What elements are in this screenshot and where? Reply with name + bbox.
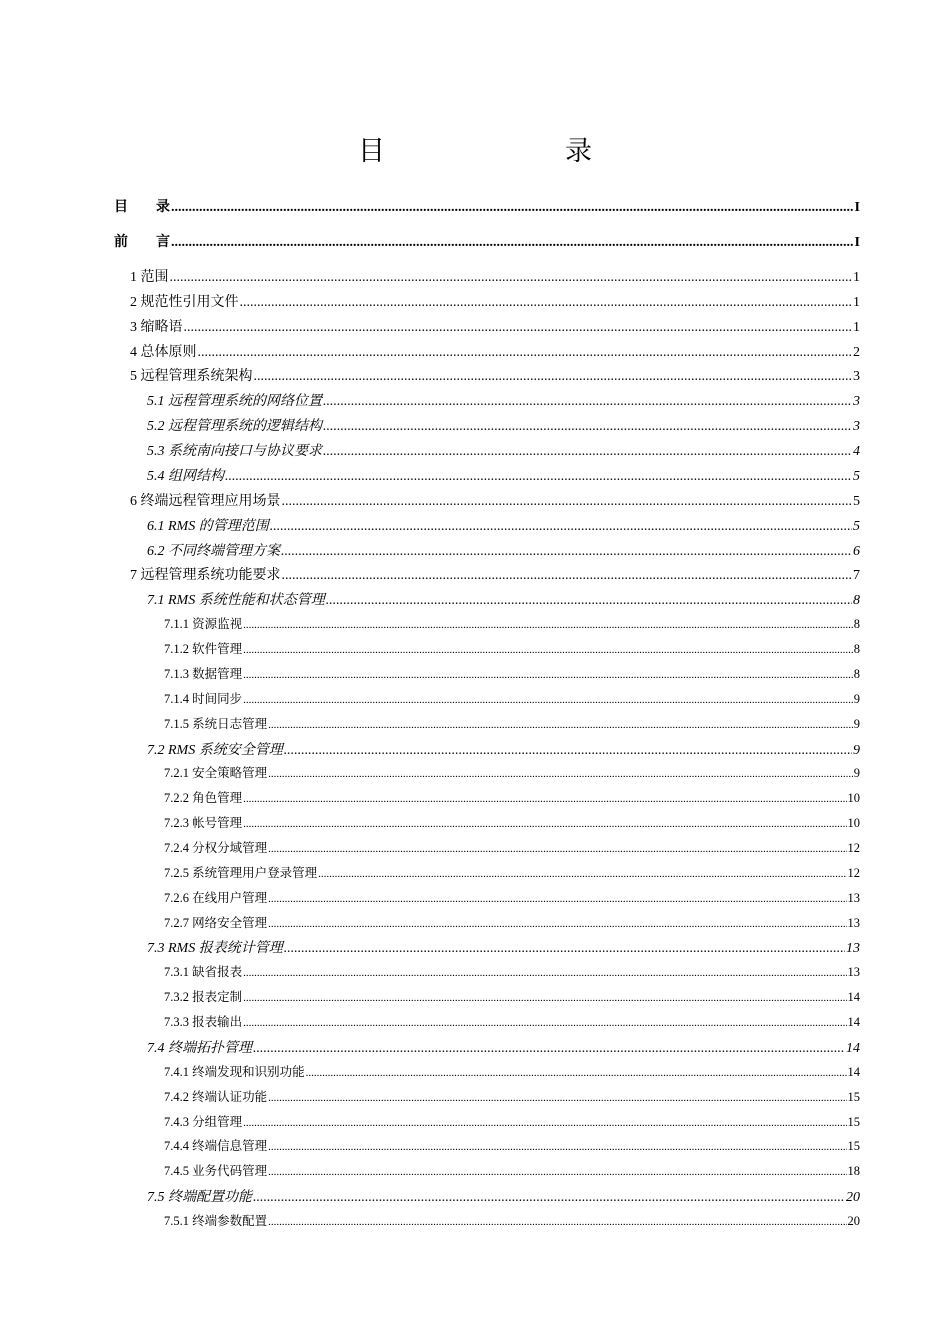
toc-entry-title: 6.1 RMS 的管理范围 (147, 518, 269, 534)
toc-entry[interactable] (147, 390, 860, 410)
toc-dot-leader (323, 419, 852, 435)
toc-entry-title: 3 缩略语 (130, 319, 183, 335)
toc-entry-title: 7.2.6 在线用户管理 (164, 890, 268, 905)
toc-entry-title: 7.3 RMS 报表统计管理 (147, 941, 283, 957)
toc-dot-leader (282, 494, 853, 510)
toc-entry-title: 1 范围 (130, 270, 169, 285)
toc-entry-title: 7.1.1 资源监视 (164, 617, 243, 632)
toc-entry[interactable] (164, 1211, 860, 1229)
toc-dot-leader (326, 593, 852, 609)
toc-entry[interactable] (164, 714, 860, 732)
toc-entry-title: 5.3 系统南向接口与协议要求 (147, 444, 322, 460)
toc-dot-leader (243, 667, 853, 682)
toc-dot-leader (184, 320, 853, 336)
toc-entry-title: 7.5 终端配置功能 (147, 1190, 252, 1206)
toc-dot-leader (282, 568, 853, 584)
toc-dot-leader (268, 1139, 846, 1154)
toc-entry-title: 7.4.1 终端发现和识别功能 (164, 1064, 305, 1079)
toc-entry-title: 6.2 不同终端管理方案 (147, 543, 280, 559)
toc-page-number: 13 (847, 890, 860, 905)
toc-dot-leader (171, 235, 854, 251)
toc-page-number: 13 (846, 941, 860, 957)
toc-page-number: 13 (847, 915, 860, 930)
toc-dot-leader (225, 469, 852, 485)
toc-dot-leader (306, 1065, 847, 1080)
toc-dot-leader (284, 743, 852, 759)
toc-page-number: 7 (853, 568, 860, 584)
toc-entry[interactable] (164, 1161, 860, 1179)
toc-entry[interactable] (164, 1112, 860, 1130)
toc-entry[interactable] (164, 1087, 860, 1105)
page-title: 目 录 (358, 136, 634, 166)
toc-entry-title: 前 言 (114, 235, 170, 250)
toc-entry[interactable] (130, 316, 860, 336)
toc-entry[interactable] (164, 863, 860, 881)
toc-dot-leader (243, 617, 853, 632)
toc-page-number: 8 (853, 593, 860, 609)
toc-entry-title: 2 规范性引用文件 (130, 294, 239, 310)
toc-page-number: 14 (847, 990, 860, 1005)
toc-entry[interactable] (164, 1136, 860, 1154)
toc-dot-leader (243, 965, 846, 980)
toc-entry-title: 4 总体原则 (130, 344, 197, 360)
toc-entry-title: 7.2.3 帐号管理 (164, 816, 243, 831)
toc-entry[interactable] (147, 465, 860, 485)
toc-entry[interactable] (130, 365, 860, 385)
toc-dot-leader (243, 692, 853, 707)
toc-page-number: 2 (853, 344, 860, 360)
toc-dot-leader (268, 916, 846, 931)
toc-entry-title: 7.3.2 报表定制 (164, 990, 243, 1005)
toc-page-number: 4 (853, 444, 860, 460)
toc-page-number: 14 (847, 1064, 860, 1079)
toc-entry[interactable] (164, 788, 860, 806)
toc-entry[interactable] (164, 838, 860, 856)
toc-entry-title: 目 录 (114, 200, 170, 215)
toc-entry[interactable] (130, 291, 860, 311)
toc-entry-title: 7.1.4 时间同步 (164, 691, 243, 706)
toc-dot-leader (243, 1115, 846, 1130)
toc-page-number: 5 (853, 468, 860, 484)
toc-entry-title: 5.4 组网结构 (147, 468, 224, 484)
toc-page-number: 9 (853, 716, 860, 731)
toc-dot-leader (243, 642, 853, 657)
toc-entry-title: 7.4.2 终端认证功能 (164, 1089, 268, 1104)
toc-entry[interactable] (147, 1186, 860, 1206)
toc-page-number: 15 (847, 1139, 860, 1154)
toc-dot-leader (243, 816, 846, 831)
toc-entry[interactable] (147, 1037, 860, 1057)
toc-entry[interactable] (164, 763, 860, 781)
toc-page-number: 9 (853, 742, 860, 758)
toc-page-number: 12 (847, 865, 860, 880)
toc-entry[interactable] (147, 415, 860, 435)
toc-entry-title: 7 远程管理系统功能要求 (130, 568, 281, 584)
toc-page-number: 8 (853, 617, 860, 632)
toc-entry[interactable] (164, 1062, 860, 1080)
toc-entry[interactable] (147, 589, 860, 609)
toc-entry[interactable] (164, 962, 860, 980)
toc-page-number: 13 (847, 965, 860, 980)
toc-entry[interactable] (114, 231, 860, 251)
toc-page-number: 18 (847, 1164, 860, 1179)
toc-page-number: 1 (853, 270, 860, 285)
toc-entry[interactable] (164, 913, 860, 931)
toc-dot-leader (243, 990, 846, 1005)
toc-page-number: 10 (847, 791, 860, 806)
toc-page-number: 1 (853, 319, 860, 335)
toc-page-number: 14 (846, 1040, 860, 1056)
toc-entry[interactable] (164, 987, 860, 1005)
toc-page-number: 6 (853, 543, 860, 559)
toc-entry-title: 7.4.5 业务代码管理 (164, 1164, 268, 1179)
toc-page-number: 12 (847, 841, 860, 855)
toc-entry-title: 7.1.5 系统日志管理 (164, 716, 268, 731)
toc-entry-title: 7.4.3 分组管理 (164, 1114, 243, 1129)
toc-dot-leader (254, 369, 853, 385)
toc-entry-title: 7.2.7 网络安全管理 (164, 915, 268, 930)
toc-page-number: 20 (847, 1214, 860, 1229)
toc-entry-title: 7.1.3 数据管理 (164, 666, 243, 681)
toc-page-number: 8 (853, 666, 860, 681)
toc-entry-title: 7.4 终端拓扑管理 (147, 1040, 252, 1056)
toc-entry-title: 7.3.3 报表输出 (164, 1015, 243, 1030)
toc-dot-leader (268, 891, 846, 906)
toc-page-number: 3 (853, 419, 860, 435)
toc-dot-leader (268, 717, 853, 732)
toc-entry-title: 7.5.1 终端参数配置 (164, 1214, 268, 1229)
toc-page-number: 3 (853, 369, 860, 385)
toc-entry[interactable] (147, 515, 860, 535)
toc-dot-leader (318, 866, 846, 881)
toc-entry-title: 5.1 远程管理系统的网络位置 (147, 394, 322, 410)
toc-entry-title: 7.2.5 系统管理用户登录管理 (164, 865, 318, 880)
toc-dot-leader (284, 941, 845, 957)
toc-page-number: 1 (853, 294, 860, 310)
toc-page-number: 5 (853, 493, 860, 509)
toc-entry-title: 7.4.4 终端信息管理 (164, 1139, 268, 1154)
toc-entry[interactable] (147, 937, 860, 957)
toc-page-number: 8 (853, 642, 860, 657)
toc-entry[interactable] (130, 564, 860, 584)
toc-entry[interactable] (130, 341, 860, 361)
toc-dot-leader (281, 544, 852, 560)
toc-entry[interactable] (147, 540, 860, 560)
toc-page-number: 14 (847, 1015, 860, 1030)
toc-entry[interactable] (130, 266, 860, 286)
toc-dot-leader (268, 1164, 846, 1179)
toc-page-number: 10 (847, 816, 860, 831)
toc-dot-leader (170, 270, 853, 286)
toc-dot-leader (323, 394, 852, 410)
toc-dot-leader (268, 841, 846, 856)
toc-entry[interactable] (147, 739, 860, 759)
toc-page-number: 9 (853, 766, 860, 781)
toc-dot-leader (240, 295, 853, 311)
toc-page-number: 20 (846, 1190, 860, 1206)
toc-entry[interactable] (164, 888, 860, 906)
toc-dot-leader (268, 766, 853, 781)
toc-dot-leader (253, 1190, 845, 1206)
toc-entry-title: 5 远程管理系统架构 (130, 369, 253, 385)
toc-dot-leader (270, 519, 852, 535)
toc-entry[interactable] (130, 490, 860, 510)
toc-entry-title: 7.2.4 分权分域管理 (164, 841, 268, 855)
toc-page-number: 9 (853, 691, 860, 706)
toc-entry-title: 7.1 RMS 系统性能和状态管理 (147, 593, 325, 609)
toc-dot-leader (268, 1090, 846, 1105)
toc-entry[interactable] (114, 196, 860, 216)
toc-entry-title: 7.2 RMS 系统安全管理 (147, 742, 283, 758)
toc-dot-leader (253, 1041, 845, 1057)
toc-entry-title: 7.2.2 角色管理 (164, 791, 243, 806)
toc-dot-leader (268, 1214, 846, 1229)
toc-entry[interactable] (164, 689, 860, 707)
toc-dot-leader (243, 1015, 846, 1030)
toc-dot-leader (171, 200, 854, 216)
toc-dot-leader (243, 791, 846, 806)
toc-page-number: 3 (853, 394, 860, 410)
toc-entry[interactable] (164, 614, 860, 632)
toc-entry[interactable] (164, 664, 860, 682)
toc-entry-title: 7.2.1 安全策略管理 (164, 766, 268, 781)
toc-entry[interactable] (164, 813, 860, 831)
toc-entry-title: 5.2 远程管理系统的逻辑结构 (147, 419, 322, 435)
toc-entry[interactable] (164, 639, 860, 657)
toc-entry-title: 7.3.1 缺省报表 (164, 965, 243, 980)
toc-entry-title: 6 终端远程管理应用场景 (130, 493, 281, 509)
toc-entry-title: 7.1.2 软件管理 (164, 642, 243, 657)
toc-entry[interactable] (147, 440, 860, 460)
toc-page-number: I (854, 235, 860, 250)
toc-entry[interactable] (164, 1012, 860, 1030)
toc-dot-leader (323, 444, 852, 460)
toc-dot-leader (198, 345, 853, 361)
toc-page-number: 15 (847, 1089, 860, 1104)
toc-page-number: 5 (853, 518, 860, 534)
toc-page-number: I (854, 200, 860, 215)
toc-page-number: 15 (847, 1114, 860, 1129)
